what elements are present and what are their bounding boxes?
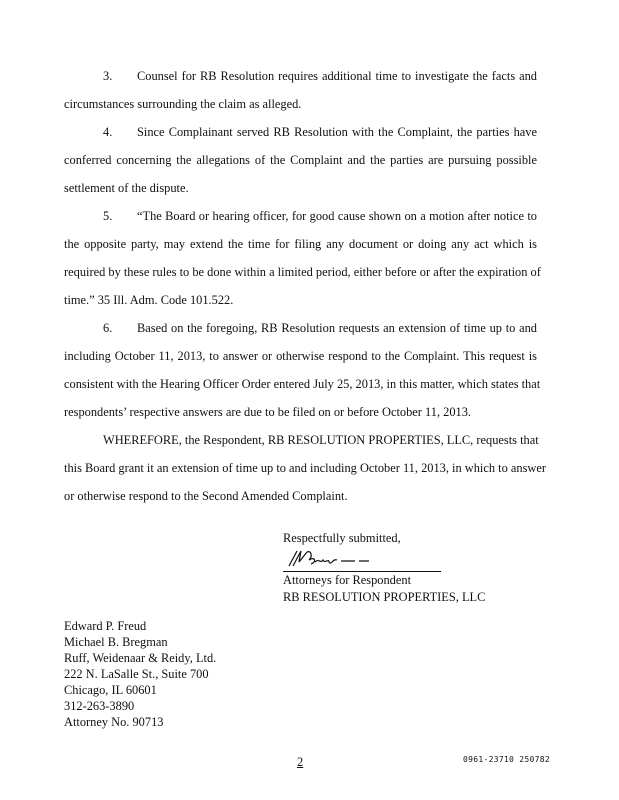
paragraph-number: 4. <box>103 125 113 139</box>
handwritten-signature-icon <box>285 548 375 570</box>
text-line: consistent with the Hearing Officer Order entered July 25, 2013, in this matter, which states that <box>64 377 541 391</box>
text-line: time.” 35 Ill. Adm. Code 101.522. <box>64 293 234 307</box>
client-name: RB RESOLUTION PROPERTIES, LLC <box>283 590 486 604</box>
paragraph-3 <box>64 62 537 118</box>
attorney-info <box>64 618 216 730</box>
attorney-name: Edward P. Freud <box>64 619 147 633</box>
text-line: Since Complainant served RB Resolution with the Complaint, the parties have <box>137 125 537 139</box>
text-line: required by these rules to be done within a limited period, either before or after the expiration of <box>64 265 541 279</box>
address-street: 222 N. LaSalle St., Suite 700 <box>64 667 209 681</box>
text-line: this Board grant it an extension of time up to and including October 11, 2013, in which to answer <box>64 461 546 475</box>
phone: 312-263-3890 <box>64 699 135 713</box>
text-line: circumstances surrounding the claim as alleged. <box>64 97 302 111</box>
paragraph-6 <box>64 314 541 426</box>
text-line: respondents’ respective answers are due to be filed on or before October 11, 2013. <box>64 405 472 419</box>
paragraph-number: 6. <box>103 321 113 335</box>
text-line: “The Board or hearing officer, for good cause shown on a motion after notice to <box>137 209 537 223</box>
paragraph-4 <box>64 118 537 202</box>
address-city: Chicago, IL 60601 <box>64 683 157 697</box>
text-line: or otherwise respond to the Second Amended Complaint. <box>64 489 348 503</box>
paragraph-5 <box>64 202 541 314</box>
text-line: conferred concerning the allegations of the Complaint and the parties are pursuing possible <box>64 153 537 167</box>
text-line: WHEREFORE, the Respondent, RB RESOLUTION PROPERTIES, LLC, requests that <box>103 433 539 447</box>
text-line: the opposite party, may extend the time for filing any document or doing any act which is <box>64 237 537 251</box>
attorney-name: Michael B. Bregman <box>64 635 168 649</box>
text-line: including October 11, 2013, to answer or otherwise respond to the Complaint. This request is <box>64 349 537 363</box>
text-line: Based on the foregoing, RB Resolution requests an extension of time up to and <box>137 321 537 335</box>
footer-doc-code: 0961-23710 250782 <box>463 755 550 764</box>
text-line: Counsel for RB Resolution requires additional time to investigate the facts and <box>137 69 537 83</box>
text-line: settlement of the dispute. <box>64 181 189 195</box>
firm-name: Ruff, Weidenaar & Reidy, Ltd. <box>64 651 217 665</box>
closing: Respectfully submitted, <box>283 531 401 545</box>
attorney-number: Attorney No. 90713 <box>64 715 164 729</box>
document-body <box>64 62 546 510</box>
signer-role: Attorneys for Respondent <box>283 573 412 587</box>
signature-block <box>283 530 486 606</box>
paragraph-number: 3. <box>103 69 113 83</box>
wherefore-paragraph <box>64 426 546 510</box>
signature-line <box>283 547 441 572</box>
page-number: 2 <box>297 755 304 769</box>
paragraph-number: 5. <box>103 209 113 223</box>
